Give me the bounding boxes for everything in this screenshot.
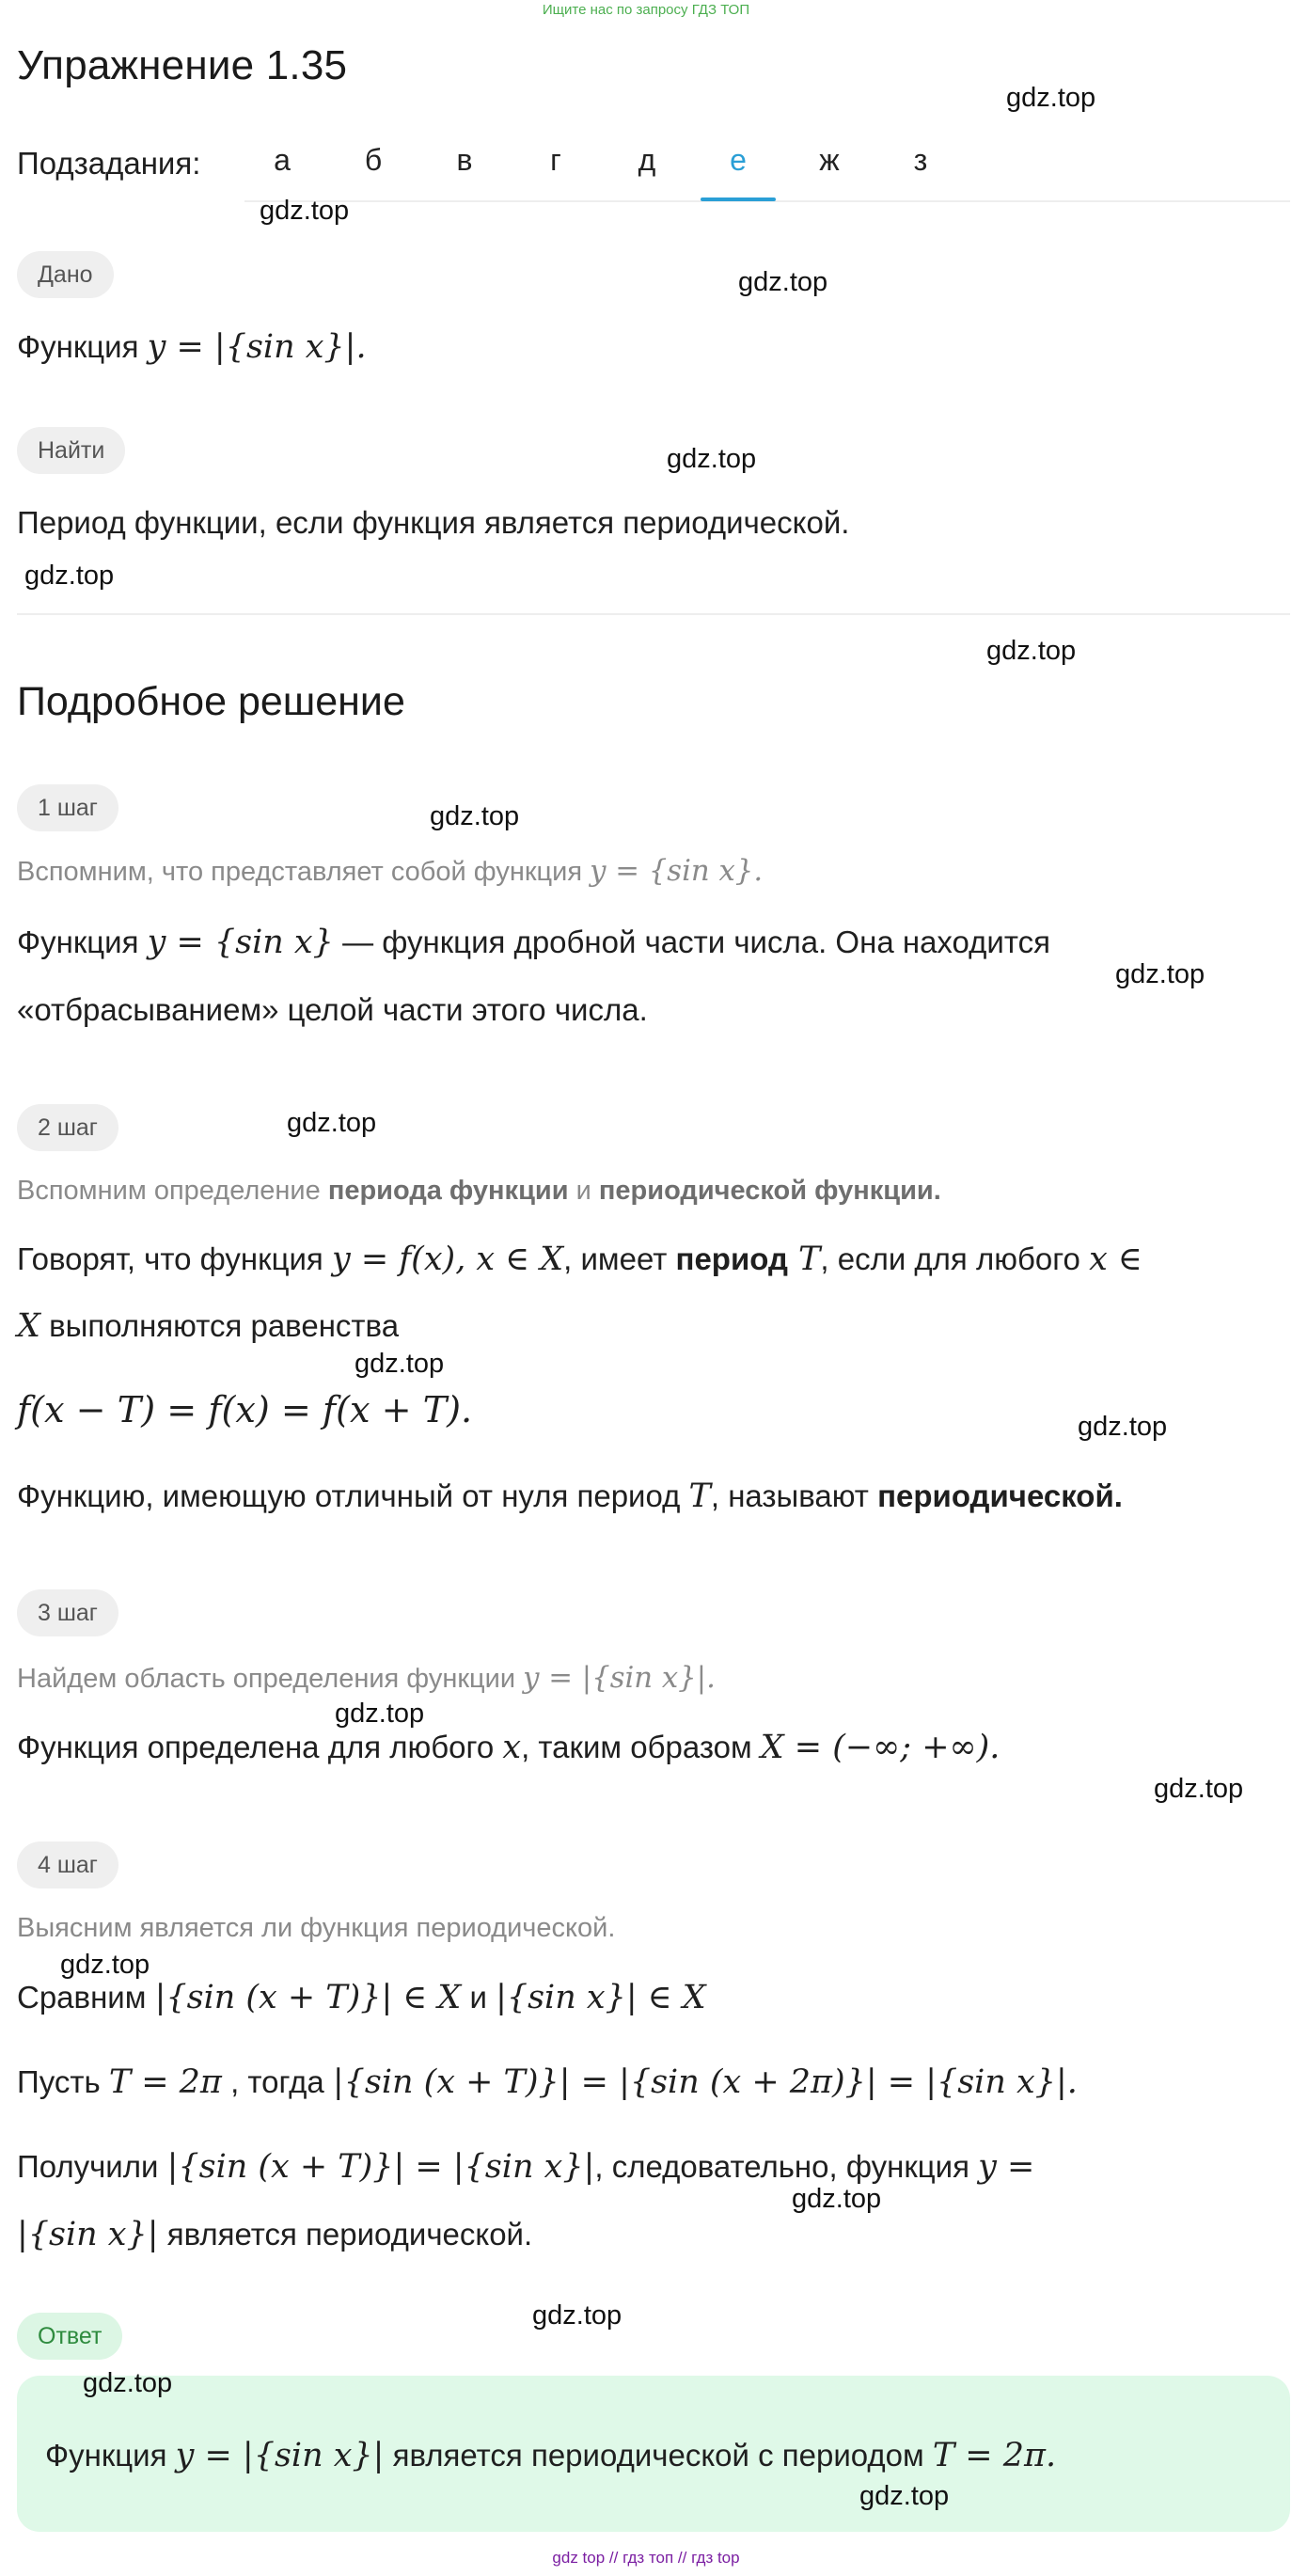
- watermark: gdz.top: [355, 1349, 445, 1379]
- watermark: gdz.top: [792, 2184, 882, 2214]
- step-1-hint: Вспомним, что представляет собой функция y = {sin x}.: [17, 854, 764, 888]
- watermark: gdz.top: [859, 2481, 950, 2511]
- step-1-line-1: Функция y = {sin x} — функция дробной части числа. Она находится: [17, 924, 1050, 961]
- watermark: gdz.top: [667, 444, 757, 474]
- step-4-hint: Выясним является ли функция периодической.: [17, 1913, 616, 1943]
- answer-text: Функция y = |{sin x}| является периодической с периодом T = 2π.: [45, 2437, 1057, 2474]
- step-2-formula: f(x − T) = f(x) = f(x + T).: [17, 1389, 473, 1430]
- step-1-line-2: «отбрасыванием» целой части этого числа.: [17, 992, 648, 1027]
- step-2-line-1: Говорят, что функция y = f(x), x ∈ X, имеет период T, если для любого x ∈: [17, 1241, 1142, 1278]
- step-3-badge: 3 шаг: [17, 1589, 118, 1636]
- subtasks-tabs: [244, 132, 1290, 202]
- watermark: gdz.top: [60, 1950, 150, 1980]
- given-text: Функция y = |{sin x}|.: [17, 328, 367, 366]
- watermark: gdz.top: [83, 2368, 173, 2398]
- tab-d[interactable]: д: [638, 143, 656, 177]
- watermark: gdz.top: [738, 267, 828, 297]
- footer: gdz top // гдз топ // гдз top: [552, 2549, 740, 2567]
- watermark: gdz.top: [24, 561, 115, 591]
- section-divider: [17, 613, 1290, 615]
- page-title: Упражнение 1.35: [17, 42, 348, 88]
- tab-z[interactable]: з: [913, 143, 928, 177]
- watermark: gdz.top: [260, 196, 350, 226]
- step-4-badge: 4 шаг: [17, 1841, 118, 1889]
- watermark: gdz.top: [1154, 1774, 1244, 1804]
- watermark: gdz.top: [335, 1699, 425, 1729]
- watermark: gdz.top: [532, 2300, 622, 2331]
- watermark: gdz.top: [1078, 1412, 1168, 1442]
- tab-zh[interactable]: ж: [819, 143, 840, 177]
- answer-badge: Ответ: [17, 2313, 122, 2360]
- step-4-line-2: Пусть T = 2π , тогда |{sin (x + T)}| = |{sin (x + 2π)}| = |{sin x}|.: [17, 2063, 1078, 2101]
- given-badge: Дано: [17, 251, 114, 298]
- watermark: gdz.top: [287, 1108, 377, 1138]
- tab-e[interactable]: е: [701, 143, 776, 178]
- watermark: gdz.top: [986, 636, 1077, 666]
- step-2-line-2: X выполняются равенства: [17, 1307, 400, 1345]
- find-text: Период функции, если функция является периодической.: [17, 505, 850, 540]
- step-3-line-1: Функция определена для любого x, таким образом X = (−∞; +∞).: [17, 1729, 1001, 1766]
- solution-title: Подробное решение: [17, 679, 405, 724]
- top-search-hint: Ищите нас по запросу ГДЗ ТОП: [542, 2, 750, 18]
- step-3-hint: Найдем область определения функции y = |{sin x}|.: [17, 1661, 716, 1695]
- tab-a[interactable]: а: [274, 143, 291, 177]
- step-4-line-4: |{sin x}| является периодической.: [17, 2216, 533, 2253]
- watermark: gdz.top: [1115, 959, 1205, 989]
- tab-b[interactable]: б: [364, 143, 383, 177]
- step-2-hint: Вспомним определение периода функции и периодической функции.: [17, 1176, 941, 1206]
- watermark: gdz.top: [1006, 83, 1096, 113]
- tab-g[interactable]: г: [550, 143, 561, 177]
- step-4-line-3: Получили |{sin (x + T)}| = |{sin x}|, следовательно, функция y =: [17, 2148, 1035, 2186]
- watermark: gdz.top: [430, 801, 520, 831]
- step-2-badge: 2 шаг: [17, 1104, 118, 1151]
- subtasks-label: Подзадания:: [17, 146, 201, 181]
- step-1-badge: 1 шаг: [17, 784, 118, 831]
- tab-v[interactable]: в: [456, 143, 473, 177]
- step-2-line-4: Функцию, имеющую отличный от нуля период T, называют периодической.: [17, 1478, 1123, 1515]
- step-4-line-1: Сравним |{sin (x + T)}| ∈ X и |{sin x}| ∈ X: [17, 1979, 706, 2016]
- find-badge: Найти: [17, 427, 125, 474]
